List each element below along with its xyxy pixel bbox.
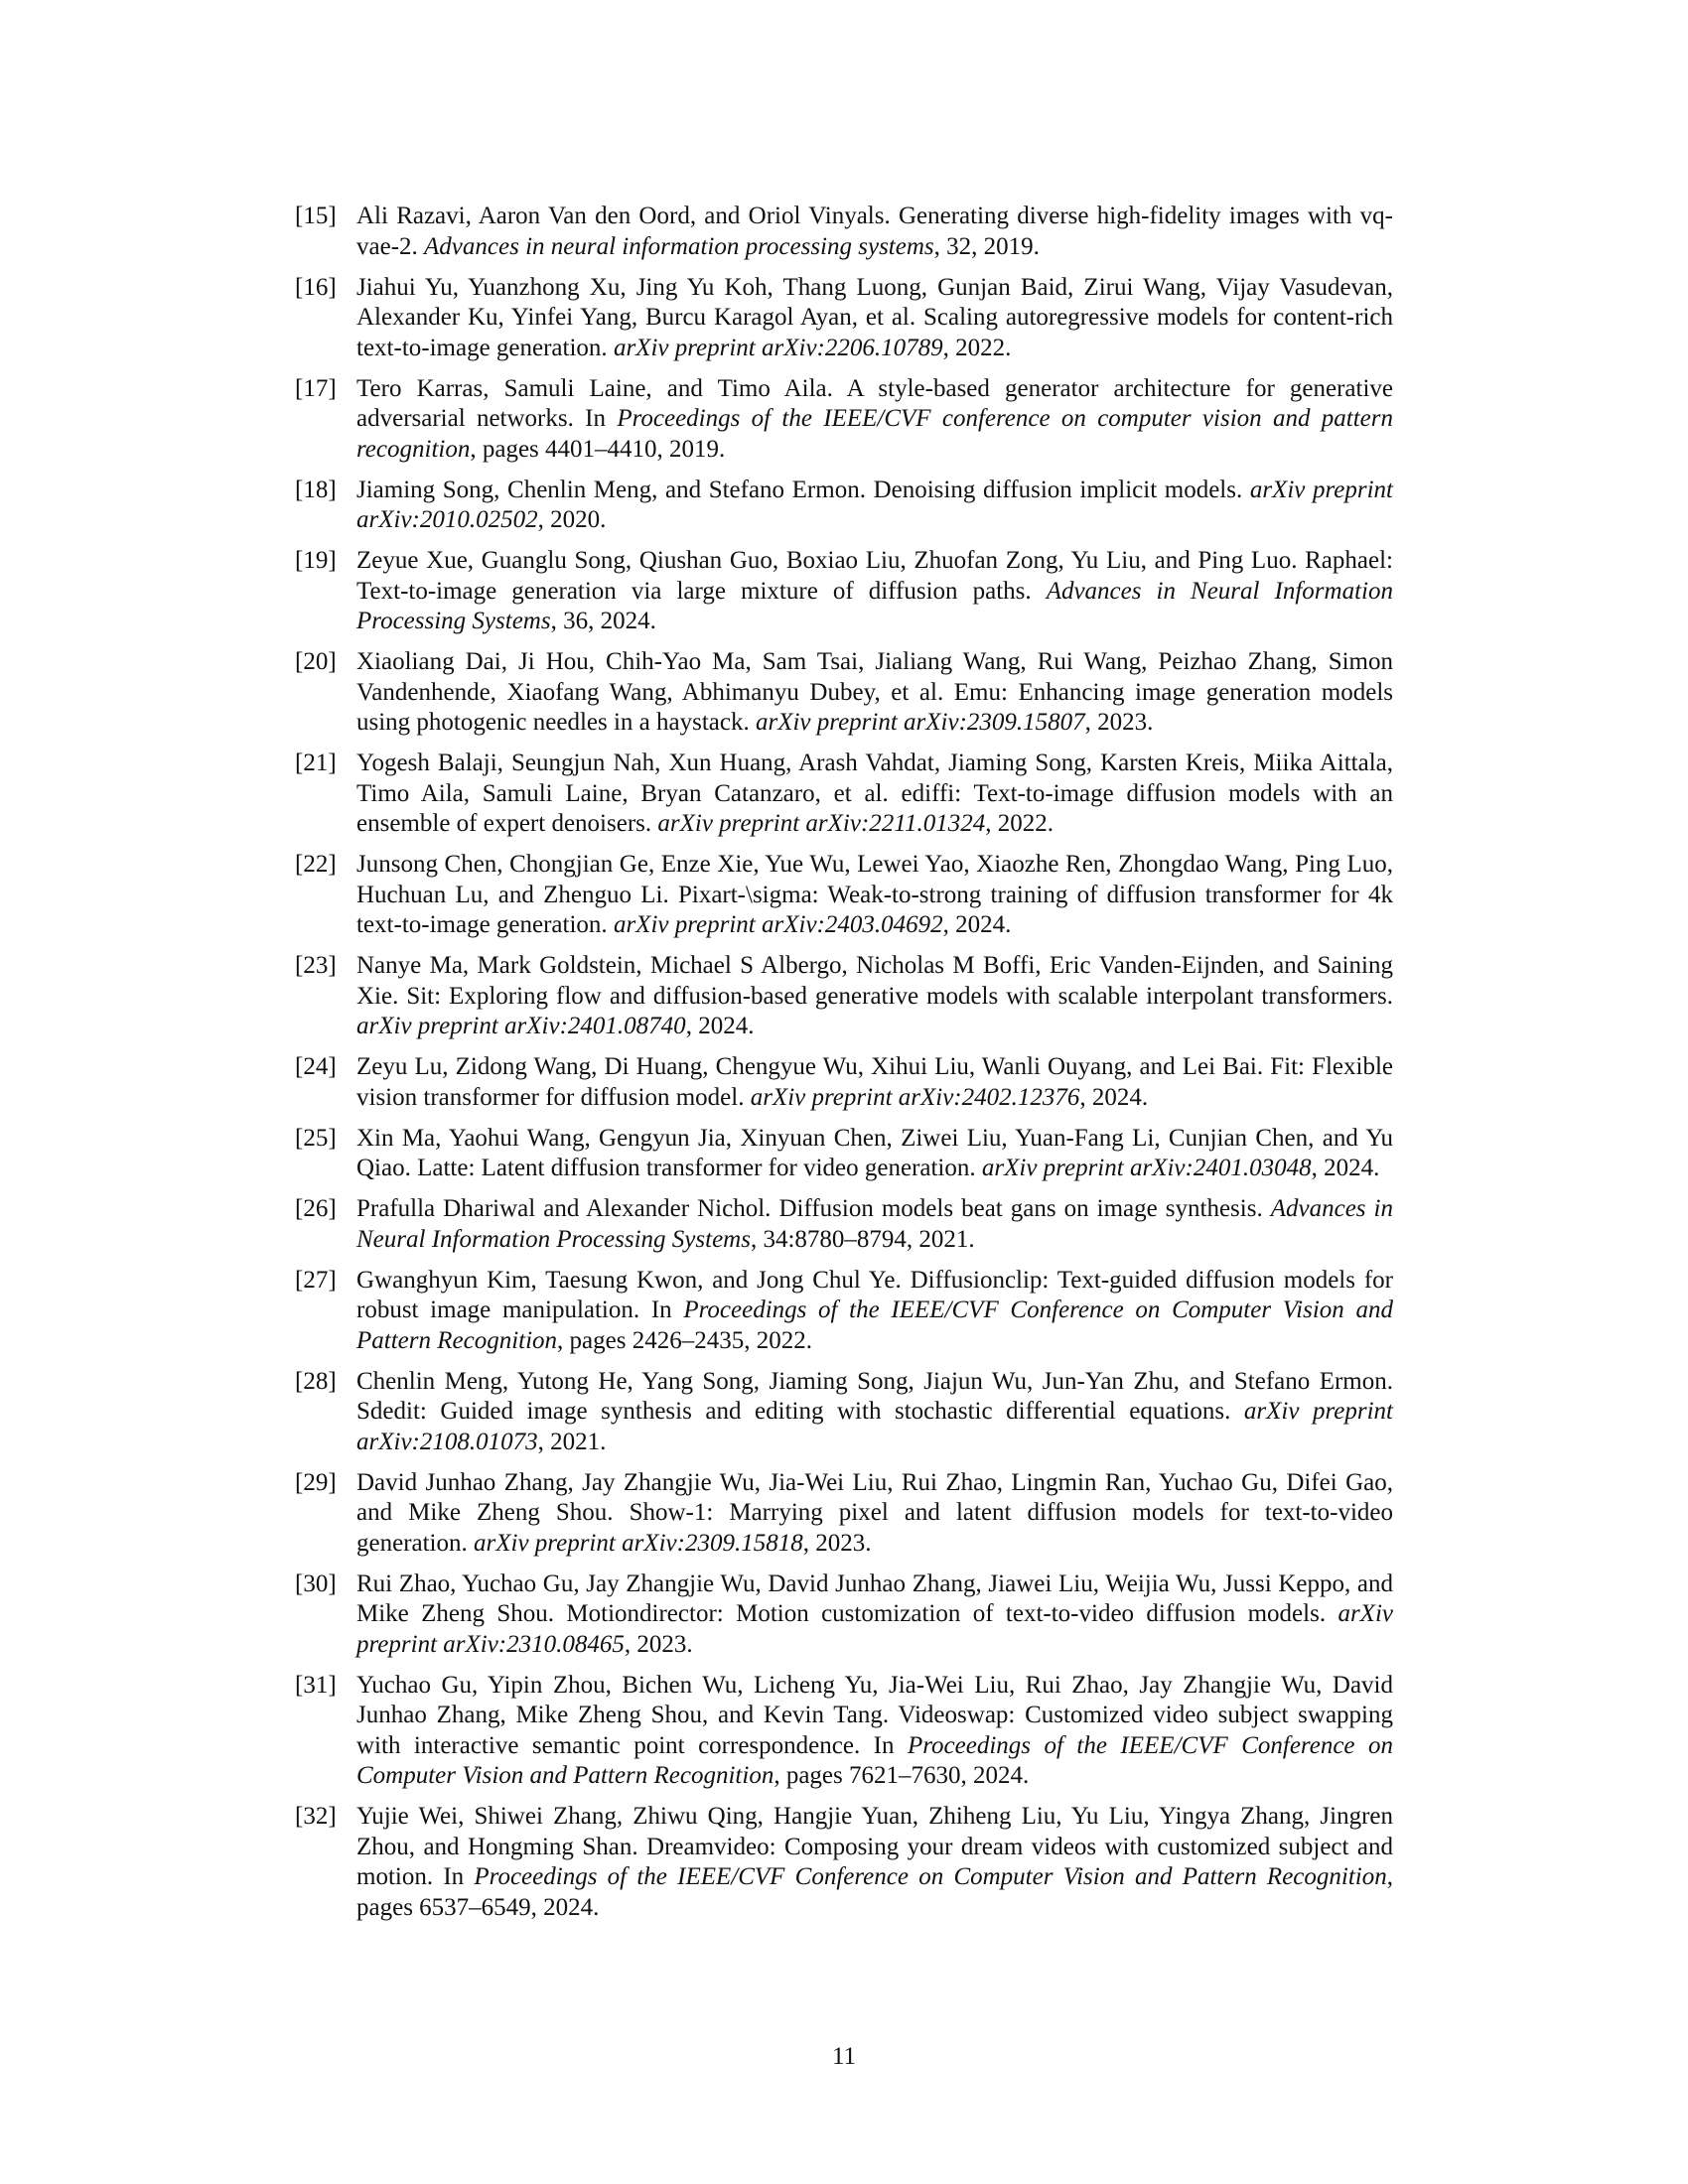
reference-venue: arXiv preprint arXiv:2401.03048 (981, 1155, 1312, 1181)
reference-venue: arXiv preprint arXiv:2206.10789 (613, 334, 943, 361)
reference-text: Prafulla Dhariwal and Alexander Nichol. Diffusion models beat gans on image synthesis. Advances in Neural Information Processing Systems, 34:8780–8794, 2021. (356, 1195, 1394, 1253)
reference-entry (295, 1570, 1393, 1661)
reference-text: Yuchao Gu, Yipin Zhou, Bichen Wu, Licheng Yu, Jia-Wei Liu, Rui Zhao, Jay Zhangjie Wu, David Junhao Zhang, Mike Zheng Shou, and Kevin Tang. Videoswap: Customized video subject swapping with interactive semantic point correspondence. In Proceedings of the IEEE/CVF Conference on Computer Vision and Pattern Recognition, pages 7621–7630, 2024. (356, 1671, 1393, 1789)
reference-entry (295, 749, 1393, 840)
reference-text: Xiaoliang Dai, Ji Hou, Chih-Yao Ma, Sam Tsai, Jialiang Wang, Rui Wang, Peizhao Zhang, Simon Vandenhende, Xiaofang Wang, Abhimanyu Dubey, et al. Emu: Enhancing image generation models using photogenic needles in a haystack. arXiv preprint arXiv:2309.15807, 2023. (356, 648, 1393, 736)
reference-entry (295, 1367, 1393, 1458)
reference-number: [27] (295, 1266, 337, 1294)
reference-venue: arXiv preprint arXiv:2402.12376 (750, 1083, 1080, 1111)
reference-number: [32] (295, 1803, 337, 1830)
reference-entry (295, 647, 1393, 739)
reference-venue: arXiv preprint arXiv:2403.04692 (613, 911, 943, 938)
reference-text: Zeyu Lu, Zidong Wang, Di Huang, Chengyue Wu, Xihui Liu, Wanli Ouyang, and Lei Bai. Fit: Flexible vision transformer for diffusion model. arXiv preprint arXiv:2402.12376, 2024. (356, 1053, 1393, 1111)
references-list (295, 202, 1393, 1934)
reference-text: Jiahui Yu, Yuanzhong Xu, Jing Yu Koh, Thang Luong, Gunjan Baid, Zirui Wang, Vijay Vasudevan, Alexander Ku, Yinfei Yang, Burcu Karagol Ayan, et al. Scaling autoregressive models for content-rich text-to-image generation. arXiv preprint arXiv:2206.10789, 2022. (356, 273, 1393, 361)
reference-number: [24] (295, 1053, 337, 1080)
reference-number: [28] (295, 1367, 337, 1395)
reference-text: Yujie Wei, Shiwei Zhang, Zhiwu Qing, Hangjie Yuan, Zhiheng Liu, Yu Liu, Yingya Zhang, Jingren Zhou, and Hongming Shan. Dreamvideo: Composing your dream videos with customized subject and motion. In Proceedings of the IEEE/CVF Conference on Computer Vision and Pattern Recognition, pages 6537–6549, 2024. (356, 1803, 1393, 1921)
reference-venue: Proceedings of the IEEE/CVF Conference on Computer Vision and Pattern Recognition (356, 1297, 1393, 1354)
reference-number: [30] (295, 1570, 337, 1597)
reference-entry (295, 1124, 1393, 1184)
reference-number: [15] (295, 203, 337, 229)
reference-entry (295, 951, 1393, 1042)
reference-number: [22] (295, 851, 337, 878)
reference-text: Jiaming Song, Chenlin Meng, and Stefano Ermon. Denoising diffusion implicit models. arXiv preprint arXiv:2010.02502, 2020. (356, 476, 1393, 533)
reference-venue: Proceedings of the IEEE/CVF Conference on Computer Vision and Pattern Recognition (356, 1731, 1393, 1789)
reference-number: [31] (295, 1671, 337, 1699)
reference-venue: Proceedings of the IEEE/CVF conference on computer vision and pattern recognition (356, 405, 1393, 463)
reference-entry (295, 374, 1393, 466)
reference-entry (295, 850, 1393, 941)
reference-venue: Advances in Neural Information Processing Systems (356, 577, 1393, 634)
reference-text: Gwanghyun Kim, Taesung Kwon, and Jong Chul Ye. Diffusionclip: Text-guided diffusion models for robust image manipulation. In Proceedings of the IEEE/CVF Conference on Computer Vision and Pattern Recognition, pages 2426–2435, 2022. (356, 1266, 1393, 1354)
reference-venue: arXiv preprint arXiv:2010.02502 (356, 476, 1393, 533)
reference-venue: Advances in Neural Information Processing Systems (356, 1195, 1394, 1253)
reference-text: Chenlin Meng, Yutong He, Yang Song, Jiaming Song, Jiajun Wu, Jun-Yan Zhu, and Stefano Ermon. Sdedit: Guided image synthesis and editing with stochastic differential equations. arXiv preprint arXiv:2108.01073, 2021. (356, 1367, 1393, 1455)
reference-entry (295, 1052, 1393, 1113)
reference-number: [20] (295, 648, 337, 675)
reference-entry (295, 202, 1393, 262)
reference-text: David Junhao Zhang, Jay Zhangjie Wu, Jia-Wei Liu, Rui Zhao, Lingmin Ran, Yuchao Gu, Difei Gao, and Mike Zheng Shou. Show-1: Marrying pixel and latent diffusion models for text-to-video generation. arXiv preprint arXiv:2309.15818, 2023. (356, 1468, 1393, 1557)
reference-text: Junsong Chen, Chongjian Ge, Enze Xie, Yue Wu, Lewei Yao, Xiaozhe Ren, Zhongdao Wang, Ping Luo, Huchuan Lu, and Zhenguo Li. Pixart-\sigma: Weak-to-strong training of diffusion transformer for 4k text-to-image generation. arXiv preprint arXiv:2403.04692, 2024. (356, 851, 1393, 938)
reference-number: [23] (295, 952, 337, 979)
reference-entry (295, 476, 1393, 536)
reference-number: [29] (295, 1468, 337, 1496)
reference-text: Yogesh Balaji, Seungjun Nah, Xun Huang, Arash Vahdat, Jiaming Song, Karsten Kreis, Miika Aittala, Timo Aila, Samuli Laine, Bryan Catanzaro, et al. ediffi: Text-to-image diffusion models with an ensemble of expert denoisers. arXiv preprint arXiv:2211.01324, 2022. (356, 750, 1393, 837)
reference-venue: arXiv preprint arXiv:2211.01324 (657, 810, 986, 837)
reference-entry (295, 1266, 1393, 1357)
reference-venue: Proceedings of the IEEE/CVF Conference on Computer Vision and Pattern Recognition (474, 1863, 1387, 1890)
reference-number: [19] (295, 547, 337, 574)
reference-number: [21] (295, 750, 337, 776)
reference-number: [26] (295, 1195, 337, 1222)
reference-text: Xin Ma, Yaohui Wang, Gengyun Jia, Xinyuan Chen, Ziwei Liu, Yuan-Fang Li, Cunjian Chen, and Yu Qiao. Latte: Latent diffusion transformer for video generation. arXiv preprint arXiv:2401.03048, 2024. (356, 1124, 1393, 1181)
reference-entry (295, 1671, 1393, 1792)
reference-venue: arXiv preprint arXiv:2309.15818 (474, 1529, 803, 1557)
reference-entry (295, 273, 1393, 364)
reference-entry (295, 1194, 1393, 1255)
reference-text: Rui Zhao, Yuchao Gu, Jay Zhangjie Wu, David Junhao Zhang, Jiawei Liu, Weijia Wu, Jussi Keppo, and Mike Zheng Shou. Motiondirector: Motion customization of text-to-video diffusion models. arXiv preprint arXiv:2310.08465, 2023. (356, 1570, 1393, 1658)
reference-entry (295, 1802, 1393, 1923)
reference-venue: Advances in neural information processing systems (424, 232, 934, 260)
reference-text: Tero Karras, Samuli Laine, and Timo Aila. A style-based generator architecture for generative adversarial networks. In Proceedings of the IEEE/CVF conference on computer vision and pattern recognition, pages 4401–4410, 2019. (356, 374, 1393, 463)
reference-number: [18] (295, 476, 337, 503)
reference-text: Ali Razavi, Aaron Van den Oord, and Oriol Vinyals. Generating diverse high-fidelity images with vq-vae-2. Advances in neural information processing systems, 32, 2019. (356, 203, 1393, 260)
reference-venue: arXiv preprint arXiv:2310.08465 (356, 1600, 1393, 1658)
reference-entry (295, 1468, 1393, 1560)
reference-number: [16] (295, 273, 337, 301)
reference-number: [25] (295, 1124, 337, 1152)
reference-entry (295, 546, 1393, 637)
page-number: 11 (831, 2043, 857, 2070)
reference-venue: arXiv preprint arXiv:2401.08740 (356, 1013, 686, 1039)
reference-venue: arXiv preprint arXiv:2108.01073 (356, 1398, 1393, 1455)
reference-venue: arXiv preprint arXiv:2309.15807 (755, 709, 1085, 736)
reference-number: [17] (295, 374, 337, 402)
reference-text: Zeyue Xue, Guanglu Song, Qiushan Guo, Boxiao Liu, Zhuofan Zong, Yu Liu, and Ping Luo. Raphael: Text-to-image generation via large mixture of diffusion paths. Advances in Neural Information Processing Systems, 36, 2024. (356, 547, 1393, 634)
reference-text: Nanye Ma, Mark Goldstein, Michael S Albergo, Nicholas M Boffi, Eric Vanden-Eijnden, and Saining Xie. Sit: Exploring flow and diffusion-based generative models with scalable interpolant transformers. arXiv preprint arXiv:2401.08740, 2024. (356, 952, 1393, 1039)
